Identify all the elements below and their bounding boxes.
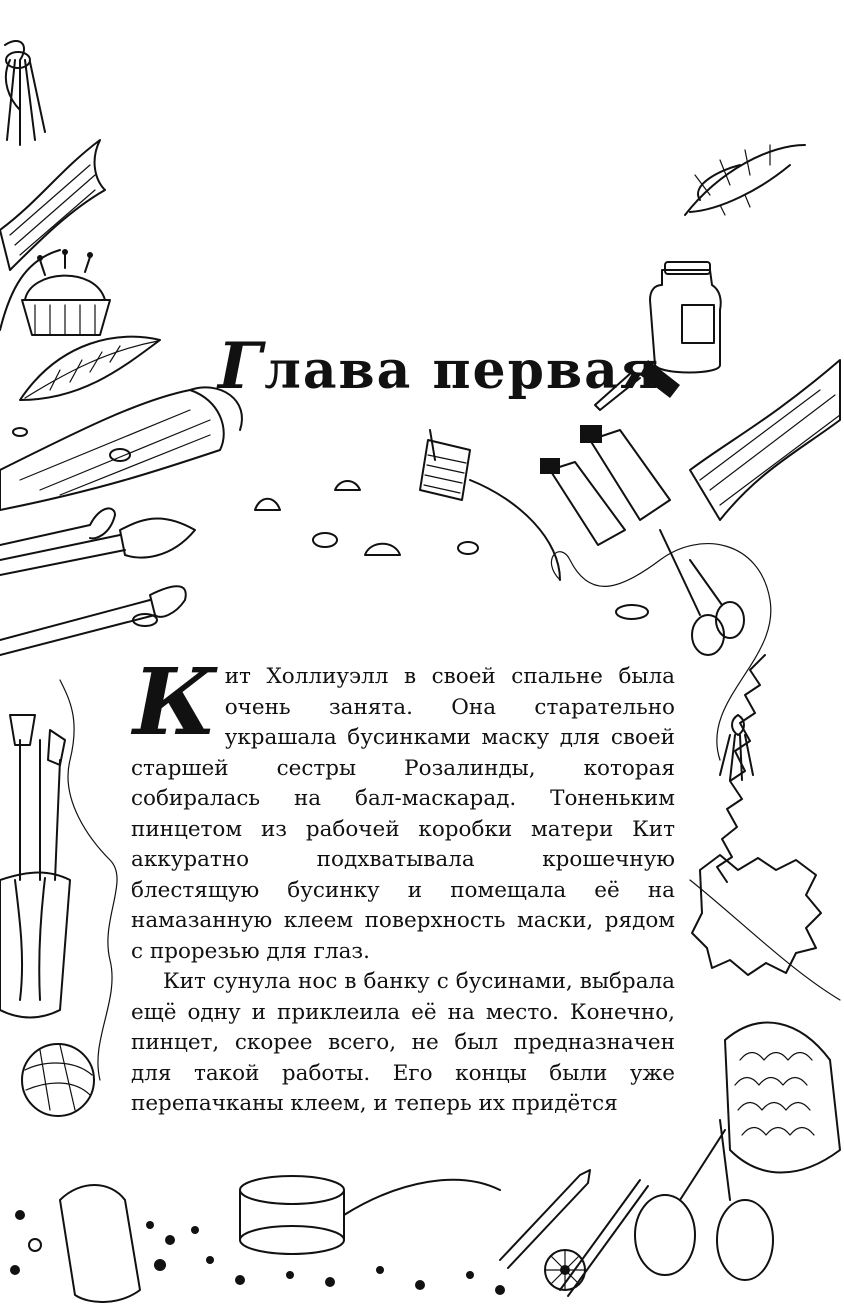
chapter-title-rest: лава первая	[264, 340, 661, 401]
paragraph-1-text: ит Холлиуэлл в своей спальне была очень занята. Она старательно украшала бусинками маску для своей старшей сестры Розалинды, которая собиралась на бал-маскарад. Тоненьким пинцетом из рабочей коробки матери Кит аккуратно подхватывала крошечную блестящую бусинку и помещала её на намазанную клеем поверхность маски, рядом с прорезью для глаз.	[131, 664, 675, 964]
ribbon-spool-illustration	[240, 1176, 500, 1254]
ribbon-illustration-top-left	[0, 140, 105, 330]
fabric-scales-illustration	[725, 1023, 840, 1173]
beads-illustration	[146, 1221, 505, 1295]
feather-illustration-top-right	[685, 145, 805, 215]
paint-tubes-illustration	[540, 425, 670, 545]
yarn-ball-illustration	[22, 1044, 94, 1116]
pencils-illustration	[500, 1170, 648, 1296]
chapter-title	[218, 329, 661, 404]
paragraph-2-text: Кит сунула нос в банку с бусинами, выбрала ещё одну и приклеила её на место. Конечно, пинцет, скорее всего, не был предназначен для такой работы. Его концы были уже перепачканы клеем, и теперь их придётся	[131, 969, 675, 1116]
zigzag-trim-illustration	[692, 655, 821, 975]
chapter-title-capital: Г	[218, 329, 265, 404]
scissors-illustration-upper	[660, 530, 744, 655]
leaf-illustration-left	[20, 337, 160, 400]
tassel-illustration-top-left	[5, 41, 45, 145]
brushes-in-jar-illustration	[0, 715, 70, 1018]
scissors-illustration-bottom	[635, 1120, 773, 1280]
buttons-illustration	[13, 428, 648, 626]
chapter-body	[131, 648, 675, 1120]
paragraph-2	[131, 967, 675, 1120]
bead-jar-illustration	[10, 1185, 140, 1302]
paint-brushes-illustration-left	[0, 508, 195, 655]
thread-spool-illustration	[420, 430, 560, 580]
tassel-illustration-right	[720, 715, 753, 780]
drop-cap: К	[133, 648, 217, 756]
flower-illustration	[545, 1250, 585, 1290]
paragraph-1	[131, 648, 675, 967]
ribbon-illustration-right	[690, 360, 840, 520]
